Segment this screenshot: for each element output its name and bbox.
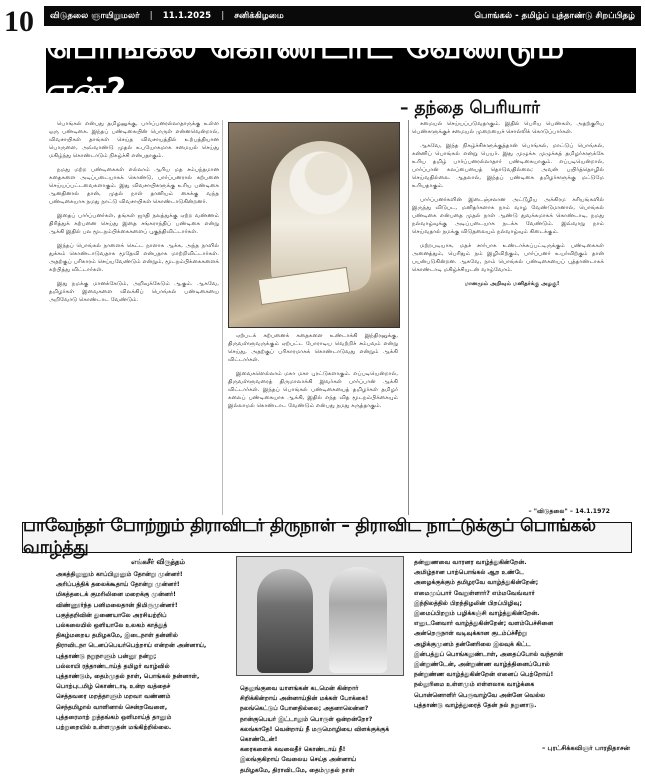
paragraph: இது நமக்கு மானக்கேடும், அறிவுக்கேடும் ஆகும். ஆகவே, தமிழர்கள் இவைகளை விலக்கிப் பொங்கல் பண்டிகையை அறிவோடு கொண்டாட வேண்டும்.: [49, 281, 219, 303]
article-title: பொங்கல் கொண்டாட வேண்டும் ஏன்?: [46, 48, 636, 93]
portrait-figure: [271, 141, 371, 291]
poem-line: பல்லாயி ரத்தாண்டாய்த் தமிழர் வாழ்வில்: [56, 662, 170, 670]
poem-line: நலங்கெட்டுப் போனதில்லை; அதனாலென்ன?: [240, 705, 369, 713]
poem-line: தெலுங்குவை யாளங்கன் கடமென் கின்றார்: [240, 685, 359, 692]
poem-line: கலங்காதே! வென்றாய் நீ மருமொழியை விளக்குக்குக் கொண்டேன்!: [240, 725, 390, 744]
poem-line: புத்தாண்டு வாழ்த்துரைத் தேன் நல் நறுனாடு.: [414, 701, 537, 709]
poem-line: புத்தாண்டும், தைம்முதல் நாள், பொங்கல் நன்னாள்,: [56, 673, 200, 681]
poem-line: பகுத்தறிவின் துணையாலே அரசியற்றிப்: [56, 611, 167, 619]
poem-banner: பாவேந்தர் போற்றும் திராவிடர் திருநாள் – திராவிட நாட்டுக்குப் பொங்கல் வாழ்த்து: [22, 522, 632, 553]
poem-line: இன்பத்துப் பொங்கலுண்டாள், அதைப்போல் வந்தான்: [414, 650, 564, 658]
separator: |: [149, 11, 153, 21]
poem-line: செந்தமிழால் வாளினால் சென்றவேளை,: [56, 703, 168, 711]
periyar-photo: [228, 122, 400, 328]
paragraph: சமையல் செய்யப்படுவதாகும். இதில் பெரிய பெண்கள், அதற்குரிய பெண்களுக்குச் சமையல் முறையைச் சொல்லிக் கொடுப்பார்கள்.: [412, 121, 604, 135]
poem-line: எமைமுப்பார் வேறுள்ளார்? எம்மவேவ்வார்: [414, 589, 535, 597]
separator: |: [221, 11, 225, 21]
poem-line: தமிழகமே, திராவிடமே, தைம்முதல் நாள்: [240, 766, 355, 774]
article-column-2: [228, 332, 398, 498]
column-divider: [222, 120, 223, 515]
periyar-figure: [329, 567, 387, 673]
poem-line: புத்தாண்டு நறுநாளும் பன்னூ நன்று;: [56, 652, 157, 660]
poem-line: எனுடனேவார் வாழ்த்துகின்றேன்; வளம்பேச்சினை: [414, 620, 554, 628]
poem-line: நான்குபெயர் இட்டாலும் பொருள் ஒன்றன்றோ?: [240, 715, 373, 723]
article-signature: – "விடுதலை" – 14.1.1972: [528, 508, 610, 515]
issue-date: 11.1.2025: [162, 11, 212, 21]
poem-signature: – புரட்சிக்கவிஞர் பாரதிதாசன்: [541, 744, 630, 752]
paragraph: மற்றபடியாக, மதச் சார்பாக உண்டாக்கப்பட்டிருக்கும் பண்டிகைகள் அனைத்தும், பெரிதும் நம் இழிவிற்கும், பார்ப்பனர் உயர்விற்கும் தான் பயன்படுகின்றன. ஆகவே, நாம் பொங்கல் பண்டிகையைப் புத்தாண்டாகக் கொண்டாடி மகிழ்ச்சியுடன் வாழ்வோம்.: [412, 243, 604, 273]
header-strip: [44, 6, 641, 26]
poem-line: சிறிக்கின்றாய் அன்னாய்நின் மக்கள் போக்கை!: [240, 695, 369, 703]
poem-column-1: [56, 570, 256, 765]
article-author: – தந்தை பெரியார்: [400, 98, 540, 118]
publication-name: விடுதலை ஞாயிறுமலர்: [50, 10, 140, 21]
poem-line: பொன்னொளிர் பெருவாழ்வே அன்னே வெல்ல: [414, 691, 546, 699]
paragraph: மானமும் அறிவும் மனிதர்க்கு அழகு!: [464, 281, 560, 287]
poem-line: கரைகளைக் கவலைதீர் கொண்டாய் நீ!: [240, 746, 346, 754]
poem-line: புத்தரைமாற் றுத்தங்கம் ஒளிமாய்த் தானும்: [56, 713, 172, 721]
poem-line: திகழ்மறைய தமிழகமே, இடைநாள் தன்னில்: [56, 632, 178, 640]
paragraph: நமது மற்ற பண்டிகைகள் எல்லாம் ஆரிய மத சம்பந்தமான கதைகளை அடிப்படையாகக் கொண்டு, பார்ப்பனரால் கற்பனை செய்யப்பட்டவைகளாகும். இது விவசாயிகளுக்கு உரிய பண்டிகை ஆனதினால் தான், முதல் நாள் தானியம் கைக்கு வந்த பண்டிகையாக நமது நாட்டு விவசாயிகள் கொண்டாடுகின்றனர்.: [49, 167, 219, 205]
poem-line: பற்றுறையில் உள்ளமுதன் மங்கிற்றில்லை.: [56, 724, 172, 732]
paragraph: இவைகளெல்லாம் மகா மகா புரட்டுகளாகும். எப்படியென்றால், திருவள்ளுவரைத் திருமாலாக்கி இவர்கள் பார்ப்பான் ஆக்கி விட்டார்கள். இந்தப் பொங்கல் பண்டிகையைத் தமிழர்கள் தமிழர் கலைப் பண்டிகையாக ஆக்கி, இதில் எந்த வித மூடநம்பிக்கையும் இல்லாமல் கொண்டாட வேண்டும் என்பது நமது கருத்தாகும்.: [228, 371, 398, 409]
poem-line: தன்னுணவை வாரனர வாழ்த்துகின்றேன்.: [414, 559, 527, 566]
poem-line: நன்றுண்ண வாழ்த்துகின்றேன் எனைப் பெற்றோய்!: [414, 671, 554, 679]
poem-heading: எங்கசீர் விருத்தம்: [131, 558, 185, 566]
poem-line: நல்லுரிமை உள்ளமும் எள்ளலாக வாழ்க்கை: [414, 681, 535, 689]
paragraph: இதைப் பார்ப்பனர்கள், தங்கள் ஜாதி நலத்துக்கு ஏற்ற வண்ணம் திரித்துக் கற்பனை செய்து இதை சங்கராந்திப் பண்டிகை என்று ஆக்கி இதில் பல மூடநம்பிக்கைகளைப் புகுத்திவிட்டார்கள்.: [49, 213, 219, 235]
poem-line: திராவிடநா டெனப்பெயர்பெற்றாய் என்றன் அன்னாய்,: [56, 642, 207, 650]
issue-day: சனிக்கிழமை: [234, 10, 284, 21]
paragraph: பொங்கல் என்பது தமிழனுக்கு, பார்ப்பனரல்லாதாருக்கு உள்ள ஒரு பண்டிகை. இந்தப் பண்டிகையின் பொருள் என்னவென்றால், விவசாயிகள் தாங்கள் செய்த விவசாயத்தில் உற்பத்தியான பொருளை, அவ்வாண்டு முதல் உபயோகமாக சமையல் செய்து மகிழ்ந்து கொண்டாடும் நிகழ்ச்சி என்பதாகும்.: [49, 121, 219, 159]
poem-line: இன்றுண்டேன், அன்றுண்ண வாழ்த்தினைப்போல்: [414, 661, 550, 669]
paragraph: ஏற்படக் கற்பனைக் கதைகளை உண்டாக்கி இந்திரனுக்கு, திருவள்ளுவருக்கும் ஏற்பட்ட போராடிய வெற்றிச் சம்பவம் என்று செய்து, அதற்குப் பரிகாரமாகக் கொண்டாடுவது என்றும் ஆக்கி விட்டார்கள்.: [228, 333, 398, 363]
section-name: பொங்கல் - தமிழ்ப் புத்தாண்டு சிறப்பிதழ்: [474, 10, 635, 21]
poets-photo: [236, 556, 404, 676]
poet-figure: [257, 569, 313, 673]
poem-line: மிகத்தடைக் குமரிலினை மறைக்கு முன்னர்!: [56, 591, 176, 599]
column-divider: [408, 120, 409, 515]
poem-line: பல்கலையில் ஒளியாலே உலகம் காத்துத்: [56, 622, 168, 630]
poem-line: செத்தவரை மறத்தாளும் மறவா வண்ணம்: [56, 693, 171, 701]
poem-column-2: [240, 684, 410, 774]
poem-column-3: [414, 558, 614, 733]
paragraph: பார்ப்பனர்களின் இடைஞ்சலான அட்டூழிய அக்கிரம கரியங்களில் இருந்து விடுபட, மனிதர்களாக நாம் வாழ வேண்டுமானால், பொங்கல் பண்டிகை என்பதை முதல் நாள் ஆண்டு துவக்கமாகக் கொண்டாடி, நமது நல்வாழ்வுக்கு அடிப்படையாக நடக்க வேண்டும். இவ்வாறு நாம் செய்வதால் நமக்கு விடுதலையும் நல்வாழ்வும் கிடைக்கும்.: [412, 197, 604, 235]
poem-line: அழிக்குமுனம் தன்னேரிலை இலவுக் கிட்ட: [414, 640, 531, 648]
poem-line: விண்ணூர்ந்த பனிமலைதான் நிமிருமுன்னர்!: [56, 601, 178, 609]
poem-line: இந்நிலத்தில் பிறந்திழலின் பிறப்பிழிவு;: [414, 599, 522, 607]
article-column-1: [49, 120, 219, 498]
page-number: 10: [4, 5, 34, 38]
paragraph: இந்தப் பொங்கல் நாளைக் கெட்ட நாளாக ஆக்க, அந்த நாளில் துக்கம் கொண்டாடுவதாக மூதேவி என்பதாக மாற்றிவிட்டார்கள். அதற்குப் பரிகாரம் செய்யவேண்டும் என்றும், மூடநம்பிக்கைகளைக் கற்பித்து விட்டார்கள்.: [49, 243, 219, 273]
poem-line: பொற்புடமிழ் கொண்டாடி உன்ற வத்தைச்: [56, 683, 171, 691]
paragraph: ஆகவே, இந்த நிகழ்ச்சிகளுக்குத்தான் பொங்கல், மாட்டுப் பொங்கல், கன்னிப் பொங்கல் என்று பெயர். இது முழுக்க முழுக்கத் தமிழர்களுக்கே உரிய தமிழ் பார்ப்பனரல்லாதார் பண்டிகையாகும். எப்படியென்றால், பார்ப்பான் கலப்பையைத் தொடுவதில்லை; அவன் பயிர்த்தொழில் செய்வதில்லை. ஆதலால், இந்தப் பண்டிகை தமிழர்களுக்கு மட்டுமே உரியதாகும்.: [412, 143, 604, 189]
poem-line: இமைப்பிறறும் பழிக்கஞ்சி வாழ்த்துகின்றேன்.: [414, 610, 540, 618]
poem-line: இலங்குகிறாய் வேலைய செய்த அன்னாய்: [240, 756, 357, 764]
poem-line: அழைக்குக்கும் தமிழரவே வாழ்த்துகின்றேன்;: [414, 579, 539, 587]
article-column-3: [412, 120, 604, 506]
poem-line: அகத்திலுனும் காப்பிலுனும் தோன்று முன்னர்!: [56, 571, 183, 578]
poem-line: அரிப்பத்திக் தலைக்கூதாய் தோன்று முன்னர்!: [56, 581, 180, 589]
poem-line: அமிழ்தான பாற்பொங்கல் ஆற உண்டே: [414, 569, 525, 577]
poem-line: அன்றெருநாள் வடிவுக்கான குடம்ப்ச்சீற்று: [414, 630, 528, 638]
